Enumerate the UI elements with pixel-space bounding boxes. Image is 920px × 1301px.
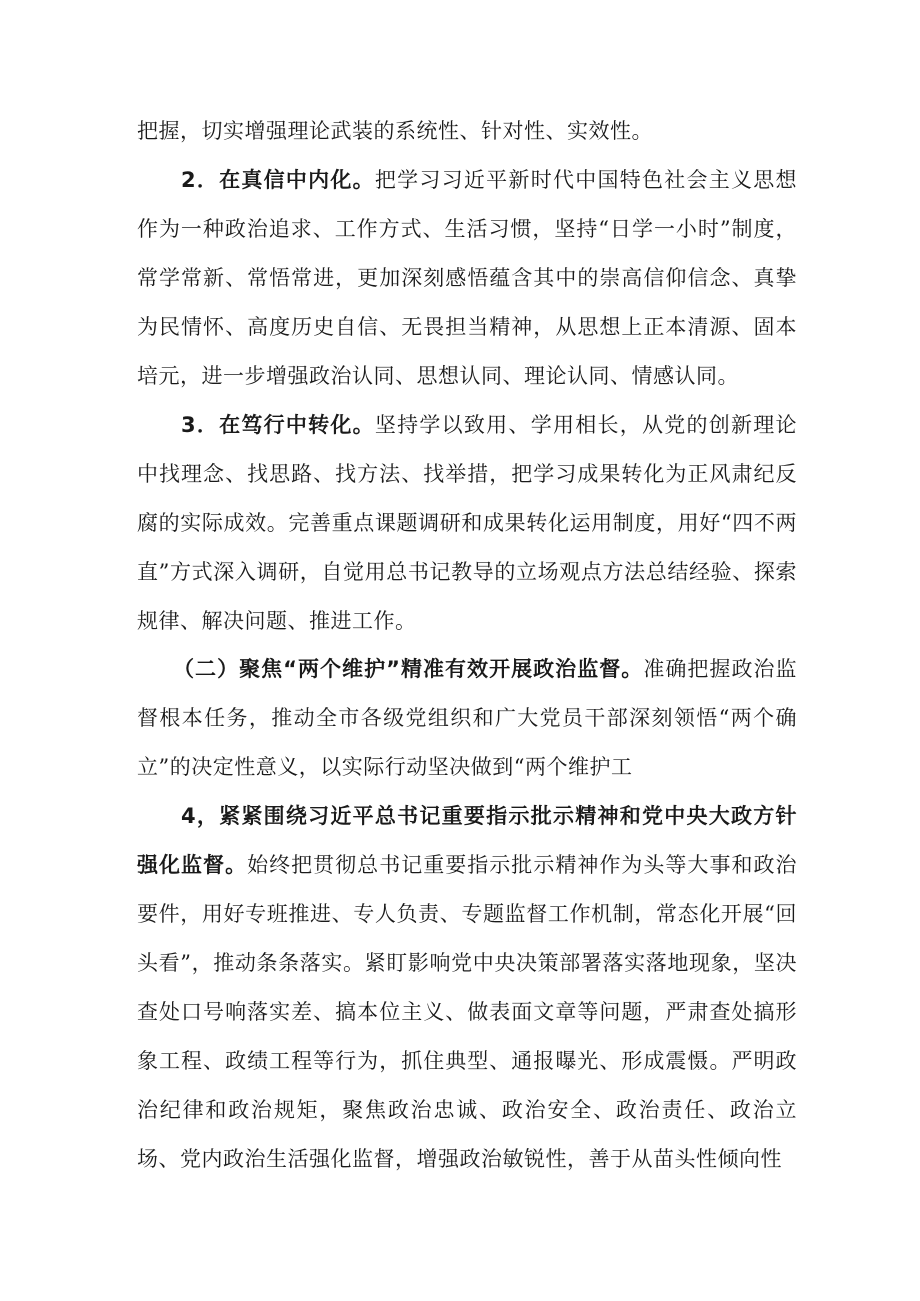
paragraph-lead: 3．在笃行中转化。 (181, 413, 375, 437)
section-lead: （二）聚焦“两个维护”精准有效开展政治监督。 (173, 657, 644, 681)
paragraph-body: 始终把贯彻总书记重要指示批示精神作为头等大事和政治要件，用好专班推进、专人负责、专题监督工作机制，常态化开展“回头看”，推动条条落实。紧盯影响党中央决策部署落实落地现象，坚决查处口号响落实差、搞本位主义、做表面文章等问题，严肃查处搞形象工程、政绩工程等行为，抓住典型、通报曝光、形成震慑。严明政治纪律和政治规矩，聚焦政治忠诚、政治安全、政治责任、政治立场、党内政治生活强化监督，增强政治敏锐性，善于从苗头性倾向性 (137, 853, 798, 1171)
paragraph-body: 坚持学以致用、学用相长，从党的创新理论中找理念、找思路、找方法、找举措，把学习成果转化为正风肃纪反腐的实际成效。完善重点课题调研和成果转化运用制度，用好“四不两直”方式深入调研，自觉用总书记教导的立场观点方法总结经验、探索规律、解决问题、推进工作。 (137, 413, 797, 633)
paragraph-continuation (137, 107, 797, 156)
paragraph-item-4 (137, 792, 797, 1184)
paragraph-body: 准确把握政治监督根本任务，推动全市各级党组织和广大党员干部深刻领悟“两个确立”的决定性意义，以实际行动坚决做到“两个维护工 (137, 657, 798, 779)
section-heading-paragraph (137, 645, 797, 792)
paragraph-lead: 2．在真信中内化。 (181, 168, 375, 192)
paragraph-body: 把握，切实增强理论武装的系统性、针对性、实效性。 (137, 119, 653, 143)
paragraph-item-2 (137, 156, 797, 401)
paragraph-item-3 (137, 401, 797, 646)
paragraph-body: 把学习习近平新时代中国特色社会主义思想作为一种政治追求、工作方式、生活习惯，坚持“日学一小时”制度，常学常新、常悟常进，更加深刻感悟蕴含其中的崇高信仰信念、真挚为民情怀、高度历史自信、无畏担当精神，从思想上正本清源、固本培元，进一步增强政治认同、思想认同、理论认同、情感认同。 (137, 168, 797, 388)
paragraph-lead: 4，紧紧围绕习近平总书记重要指示批示精神和党中央大政方针强化监督。 (137, 804, 797, 877)
